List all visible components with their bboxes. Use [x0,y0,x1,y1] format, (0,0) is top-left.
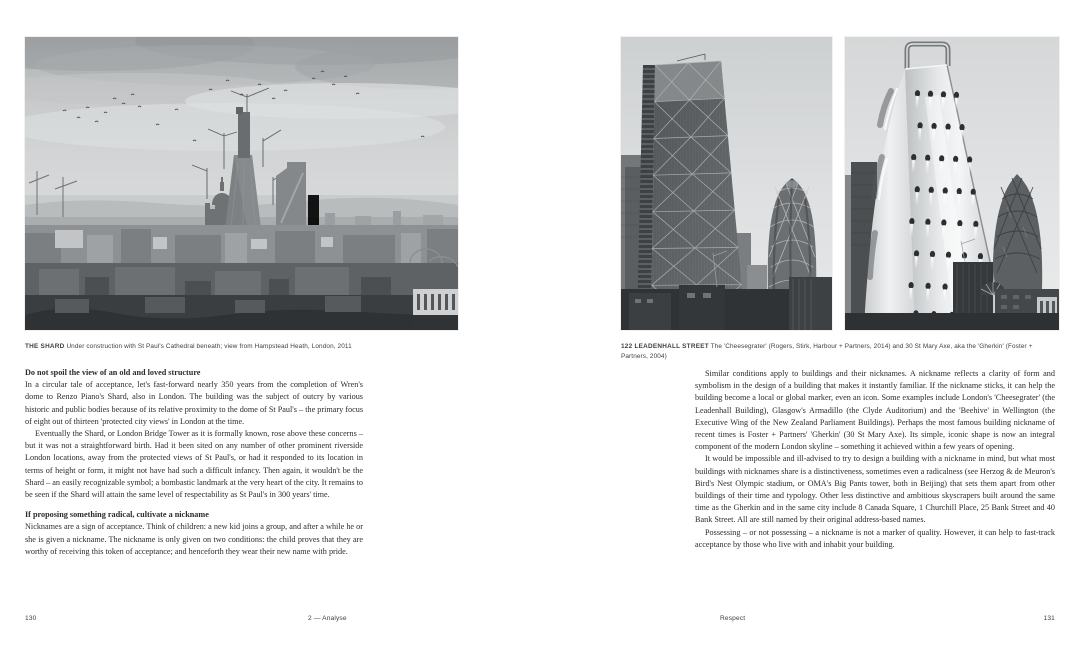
body-paragraph: Possessing – or not possessing – a nickname is not a marker of quality. However, it can help to fast-track acceptance by those who live with and inhabit your building. [695,527,1055,549]
leadenhall-photo [621,37,832,330]
body-paragraph: Similar conditions apply to buildings and their nicknames. A nickname reflects a clarity of form and symbolism in the design of a building that makes it instantly familiar. If the nickname sticks, it can help the building become a local or global marker, even an icon. Some examples include London's 'Cheesegrater' (the Leadenhall Building), Glasgow's Armadillo (the Clyde Auditorium) and the 'Beehive' in Wellington (the Executive Wing of the New Zealand Parliament Buildings). Perhaps the most famous building nickname of recent times is Foster + Partners' 'Gherkin' (30 St Mary Axe). Its simple, iconic shape is now an integral component of the modern London skyline – something it achieved within a few years of opening. [695,369,1055,452]
running-title-left: 2 — Analyse [308,615,347,622]
shard-skyline-photo [25,37,458,330]
body-paragraph: In a circular tale of acceptance, let's fast-forward nearly 350 years from the completion of Wren's dome to Renzo Piano's Shard, also in London. The building was the subject of outcry by various historic and public bodies because of its relative proximity to the dome of St Paul's – the primary focus of eight out of thirteen 'protected city views' in London at the time. [25,380,363,426]
caption-text: The 'Cheesegrater' (Rogers, Stirk, Harbour + Partners, 2014) and 30 St Mary Axe, aka the 'Gherkin' (Foster + Partners, 2004) [621,343,1033,361]
caption-title: 122 LEADENHALL STREET [621,343,709,351]
shard-skyline-illustration [25,37,458,330]
section-heading: Do not spoil the view of an old and loved structure [25,368,201,377]
leadenhall-photo-caption [621,342,1059,362]
cheesegrater-illustration [845,37,1059,330]
section-heading: If proposing something radical, cultivate a nickname [25,510,209,520]
body-paragraph: Eventually the Shard, or London Bridge Tower as it is formally known, rose above these concerns – but it was not a straightforward birth. Had it been sited on any number of other prominent riverside London locations, away from the protected views of St Paul's, or had it responded to its location in terms of height or form, it might not have had such a difficult infancy. Then again, it wouldn't be the Shard – an easily recognizable symbol; a bombastic landmark at the very heart of the city. It remains to be seen if the Shard will attain the same level of respectability as St Paul's in 300 years' time. [25,429,364,500]
right-text-column [695,368,1055,551]
caption-title: THE SHARD [25,343,65,351]
left-text-column [25,367,363,558]
caption-text: Under construction with St Paul's Cathedral beneath; view from Hampstead Heath, London, 2011 [66,343,352,351]
cheesegrater-photo [845,37,1059,330]
page-number-right: 131 [1043,615,1055,622]
body-paragraph: Nicknames are a sign of acceptance. Think of children: a new kid joins a group, and after a while he or she is given a nickname. The nickname is only given on two conditions: the child proves that they are worthy of receiving this token of acceptance; and henceforth they wear their new name with pride. [25,522,363,556]
body-paragraph: It would be impossible and ill-advised to try to design a building with a nickname in mind, but what most buildings with nicknames share is a distinctiveness, sometimes even a radicalness (see Herzog & de Meuron's Bird's Nest Olympic stadium, or OMA's Big Pants tower, both in Beijing) that sets them apart from other buildings of their time and typology. Other less distinctive and ambitious skyscrapers built around the same time as the Gherkin and in the same city include 8 Canada Square, 1 Churchill Place, 25 Bank Street and 40 Bank Street. All are still named by their original address-based names. [695,454,1055,525]
leadenhall-illustration [621,37,832,330]
shard-photo-caption [25,342,458,352]
running-title-right: Respect [720,615,746,622]
page-number-left: 130 [25,615,37,622]
